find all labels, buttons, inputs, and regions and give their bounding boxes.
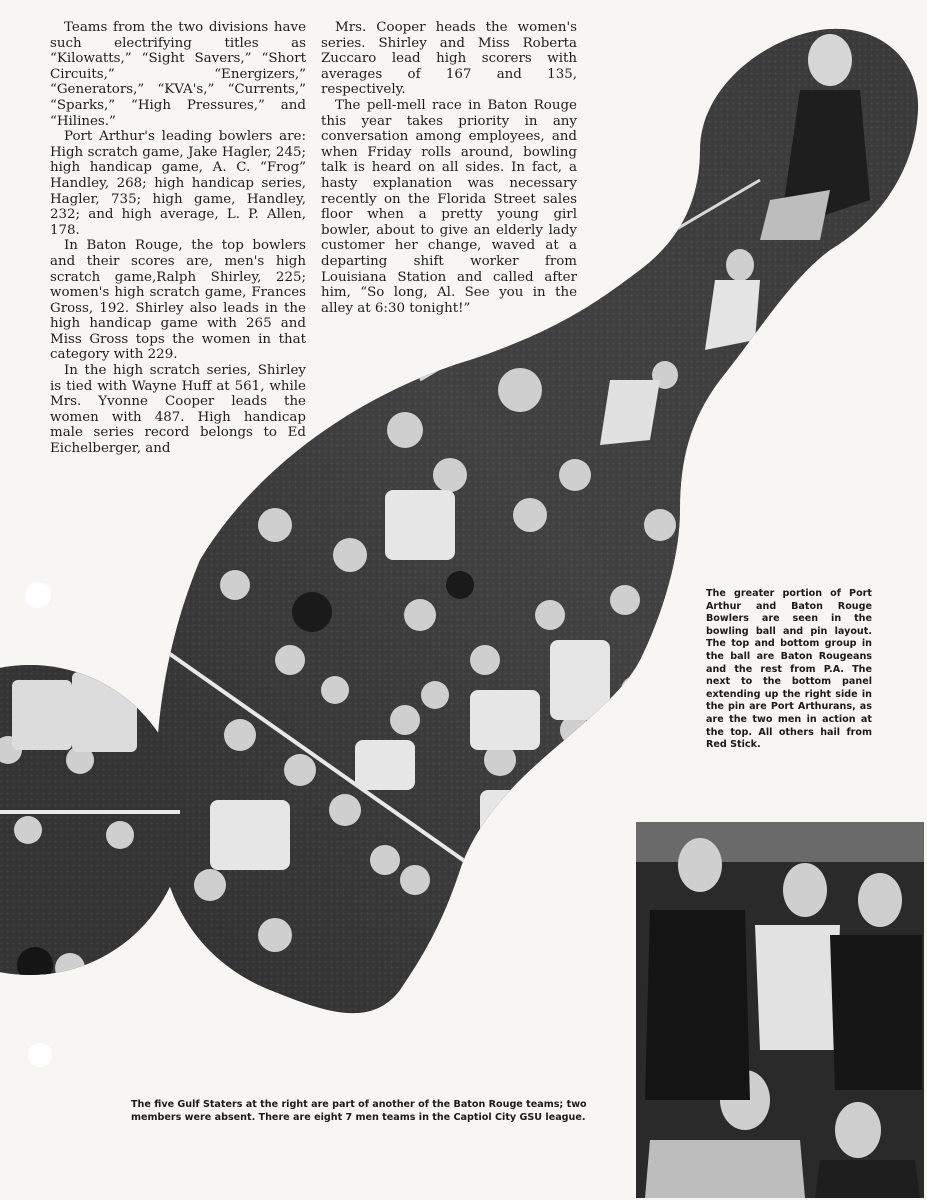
article-paragraph: The pell-mell race in Baton Rouge this year takes priority in any conversation among employees, and when Friday rolls around, bowling talk is heard on all sides. In fact, a hasty explanation was necessary recently on the Florida Street sales floor when a pretty young girl bowler, about to give an elderly lady customer her change, waved at a departing shift worker from Louisiana Station and called after him, “So long, Al. See you in the alley at 6:30 tonight!”: [321, 97, 577, 316]
ball-finger-hole: [28, 1043, 52, 1067]
team-photo: [636, 822, 924, 1198]
bowling-ball-photo: [0, 582, 200, 1067]
article-paragraph: Port Arthur's leading bowlers are: High scratch game, Jake Hagler, 245; high handicap game, A. C. “Frog” Handley, 268; high handicap series, Hagler, 735; high game, Handley, 232; and high average, L. P. Allen, 178.: [50, 129, 306, 238]
pin-layout-caption: The greater portion of Port Arthur and Baton Rouge Bowlers are seen in the bowling ball and pin layout. The top and bottom group in the ball are Baton Rougeans and the rest from P.A. The next to the bottom panel extending up the right side in the pin are Port Arthurans, as are the two men in action at the top. All others hail from Red Stick.: [706, 588, 872, 751]
article-paragraph: Teams from the two divisions have such electrifying titles as “Kilowatts,” “Sight Savers,” “Short Circuits,” “Energizers,” “Generators,” “KVA's,” “Currents,” “Sparks,” “High Pressures,” and “Hilines.”: [50, 20, 306, 129]
article-paragraph: Mrs. Cooper heads the women's series. Shirley and Miss Roberta Zuccaro lead high scorers with averages of 167 and 135, respectively.: [321, 20, 577, 98]
team-photo-caption: The five Gulf Staters at the right are part of another of the Baton Rouge teams; two members were absent. There are eight 7 men teams in the Captiol City GSU league.: [131, 1099, 587, 1123]
ball-finger-hole: [25, 582, 51, 608]
article-paragraph: In the high scratch series, Shirley is tied with Wayne Huff at 561, while Mrs. Yvonne Cooper leads the women with 487. High handicap male series record belongs to Ed Eichelberger, and: [50, 363, 306, 457]
article-paragraph: In Baton Rouge, the top bowlers and their scores are, men's high scratch game,Ralph Shirley, 225; women's high scratch game, Frances Gross, 192. Shirley also leads in the high handicap game with 265 and Miss Gross tops the women in that category with 229.: [50, 238, 306, 363]
